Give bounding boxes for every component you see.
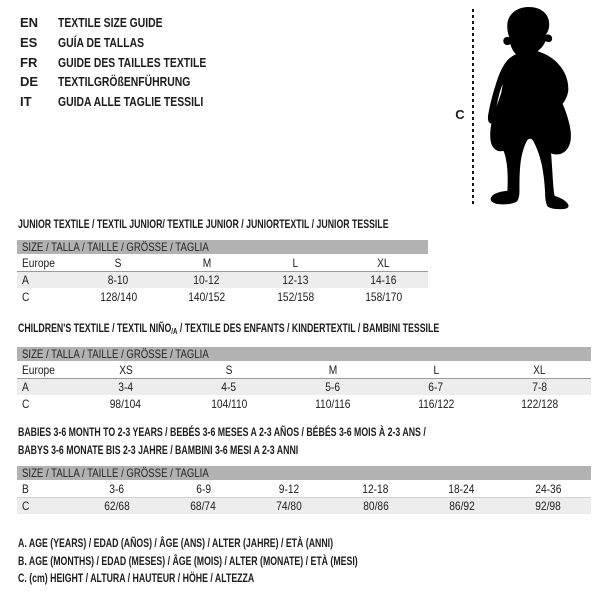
size-cell: 3-4 xyxy=(118,380,134,394)
size-cell: 5-6 xyxy=(325,380,340,394)
size-cell: 116/122 xyxy=(417,396,454,411)
section-heading-babies: BABIES 3-6 MONTH TO 2-3 YEARS / BEBÉS 3-6 MESES A 2-3 AÑOS / BÉBÉS 3-6 MOIS À 2-3 ANS / BABYS 3-6 MONATE BIS 2-3 JAHRE / BAMBINI 3-6 MESI A 2-3 ANNI xyxy=(18,425,426,457)
size-cell: 158/170 xyxy=(365,289,403,304)
row-label: Europe xyxy=(22,255,55,270)
language-code: FR xyxy=(20,54,38,70)
language-list xyxy=(20,13,243,111)
size-cell: 10-12 xyxy=(193,273,220,287)
row-label: A xyxy=(22,273,29,287)
height-measure-dashed-line xyxy=(472,9,474,206)
size-cell: 24-36 xyxy=(534,481,561,496)
size-cell: 122/128 xyxy=(520,396,558,411)
row-label: Europe xyxy=(22,362,55,377)
size-cell: S xyxy=(225,362,233,377)
language-title: GUÍA DE TALLAS xyxy=(58,35,145,51)
language-title: TEXTILGRÖßENFÜHRUNG xyxy=(58,74,191,90)
size-cell: 86/92 xyxy=(449,499,475,513)
table-row xyxy=(17,480,591,497)
size-table-babies xyxy=(17,466,591,514)
size-cell: XL xyxy=(533,362,546,377)
footnote-a: A. AGE (YEARS) / EDAD (AÑOS) / ÂGE (ANS) / ALTER (JAHRE) / ETÀ (ANNI) xyxy=(18,536,334,550)
size-table-children xyxy=(17,347,591,412)
size-cell: 6-9 xyxy=(195,481,211,496)
size-cell: L xyxy=(433,362,439,377)
language-row-de xyxy=(20,72,243,92)
size-cell: 152/158 xyxy=(276,289,314,304)
size-cell: 8-10 xyxy=(108,273,129,287)
height-measure-label: C xyxy=(455,107,465,122)
size-cell: 74/80 xyxy=(276,499,303,513)
size-cell: 128/140 xyxy=(99,289,137,304)
size-cell: 92/98 xyxy=(535,499,561,513)
section-heading-junior: JUNIOR TEXTILE / TEXTIL JUNIOR/ TEXTILE JUNIOR / JUNIORTEXTIL / JUNIOR TESSILE xyxy=(18,217,389,231)
toddler-silhouette xyxy=(486,7,576,210)
language-code: EN xyxy=(20,15,39,31)
language-title: GUIDE DES TAILLES TEXTILE xyxy=(58,54,207,70)
language-code: IT xyxy=(20,94,32,110)
size-table-header: SIZE / TALLA / TAILLE / GRÖSSE / TAGLIA xyxy=(17,240,428,254)
row-label: A xyxy=(22,380,29,394)
language-row-it xyxy=(20,92,243,112)
row-label: B xyxy=(22,481,29,496)
language-code: ES xyxy=(20,35,38,51)
table-row xyxy=(17,395,591,412)
size-cell: 12-13 xyxy=(282,273,309,287)
row-label: C xyxy=(22,499,30,513)
language-row-en xyxy=(20,13,243,33)
size-cell: M xyxy=(202,255,211,270)
language-title: GUIDA ALLE TAGLIE TESSILI xyxy=(58,94,204,110)
size-cell: 110/116 xyxy=(314,396,351,411)
size-cell: XL xyxy=(377,255,390,270)
size-cell: 12-18 xyxy=(362,481,389,496)
size-cell: 4-5 xyxy=(221,380,237,394)
size-cell: 62/68 xyxy=(104,499,130,513)
row-label: C xyxy=(22,289,30,304)
size-cell: XS xyxy=(118,362,133,377)
footnote-b: B. AGE (MONTHS) / EDAD (MESES) / ÂGE (MOIS) / ALTER (MONATE) / ETÀ (MESI) xyxy=(18,553,358,568)
language-code: DE xyxy=(20,74,39,90)
language-row-es xyxy=(20,33,243,53)
footnote-c: C. (cm) HEIGHT / ALTURA / HAUTEUR / HÖHE / ALTEZZA xyxy=(18,571,255,585)
size-table-junior xyxy=(17,240,428,305)
size-cell: 7-8 xyxy=(531,380,547,394)
size-cell: 140/152 xyxy=(188,289,226,304)
language-title: TEXTILE SIZE GUIDE xyxy=(58,15,163,31)
row-label: C xyxy=(22,396,30,411)
size-cell: 3-6 xyxy=(109,481,125,496)
footnotes xyxy=(18,535,483,588)
table-row xyxy=(17,254,428,271)
size-table-header: SIZE / TALLA / TAILLE / GRÖSSE / TAGLIA xyxy=(17,347,591,361)
table-row xyxy=(17,271,428,288)
size-cell: L xyxy=(292,255,299,270)
size-cell: 98/104 xyxy=(110,396,142,411)
language-row-fr xyxy=(20,52,243,72)
size-cell: 18-24 xyxy=(448,481,475,496)
size-cell: 9-12 xyxy=(279,481,300,496)
size-cell: M xyxy=(328,362,337,377)
table-row xyxy=(17,288,428,305)
size-cell: 6-7 xyxy=(428,380,444,394)
table-row xyxy=(17,378,591,395)
size-cell: S xyxy=(114,255,122,270)
size-cell: 104/110 xyxy=(211,396,248,411)
section-heading-children: CHILDREN'S TEXTILE / TEXTIL NIÑO/A / TEXTILE DES ENFANTS / KINDERTEXTIL / BAMBINI TESSILE xyxy=(18,321,440,336)
table-row xyxy=(17,497,591,514)
size-cell: 80/86 xyxy=(362,499,389,513)
size-cell: 68/74 xyxy=(190,499,217,513)
size-cell: 14-16 xyxy=(370,273,397,287)
table-row xyxy=(17,361,591,378)
size-table-header: SIZE / TALLA / TAILLE / GRÖSSE / TAGLIA xyxy=(17,466,591,480)
